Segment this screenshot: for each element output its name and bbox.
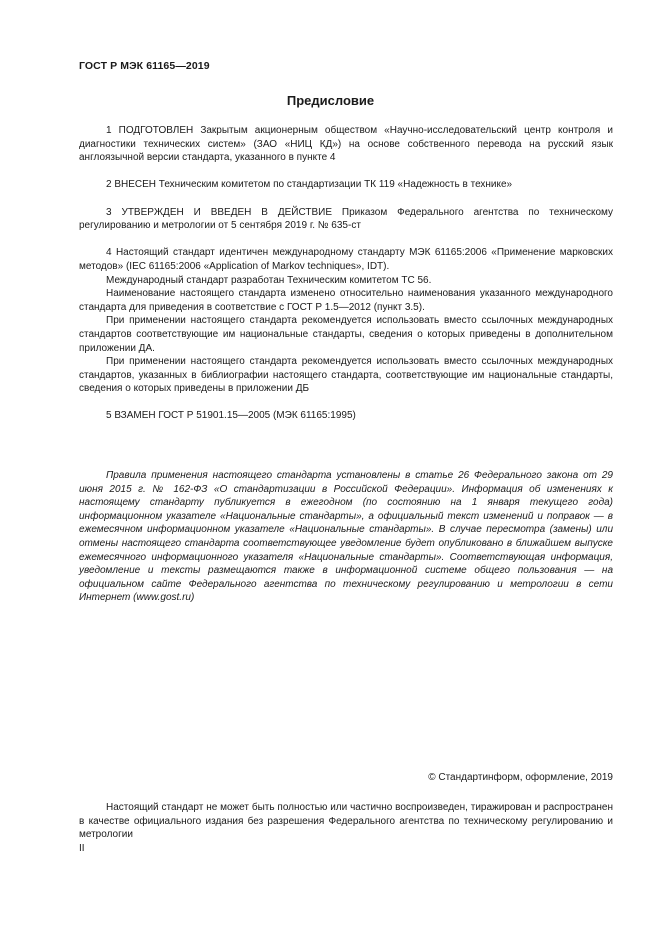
legal-text: Настоящий стандарт не может быть полностью или частично воспроизведен, тиражирован и распространен в качестве официального издания без разрешения Федерального агентства по техническому регулированию и метрологии <box>79 802 613 841</box>
paragraph-4-refs: При применении настоящего стандарта рекомендуется использовать вместо ссылочных международных стандартов соответствующие им национальные стандарты, сведения о которых приведены в дополнительном приложении ДА. <box>79 315 613 354</box>
notice-text: Правила применения настоящего стандарта установлены в статье 26 Федерального закона от 29 июня 2015 г. № 162-ФЗ «О стандартизации в Российской Федерации». Информация об изменениях к настоящему стандарту публикуется в ежегодном (по состоянию на 1 января текущего года) информационном указателе «Национальные стандарты», а официальный текст изменений и поправок — в ежемесячном информационном указателе «Национальные стандарты». В случае пересмотра (замены) или отмены настоящего стандарта соответствующее уведомление будет опубликовано в ближайшем выпуске ежемесячного информационного указателя «Национальные стандарты». Соответствующая информация, уведомление и тексты размещаются также в информационной системе общего пользования — на официальном сайте Федерального агентства по техническому регулированию и метрологии в сети Интернет (www.gost.ru) <box>79 470 613 604</box>
paragraph-4-tc: Международный стандарт разработан Техническим комитетом ТС 56. <box>106 274 432 286</box>
paragraph-3: 3 УТВЕРЖДЕН И ВВЕДЕН В ДЕЙСТВИЕ Приказом Федерального агентства по техническому регулированию и метрологии от 5 сентября 2019 г. № 635-ст <box>79 206 613 232</box>
paragraph-4: 4 Настоящий стандарт идентичен международному стандарту МЭК 61165:2006 «Применение марковских методов» (IEC 61165:2006 «Application of Markov techniques», IDT). <box>79 247 613 272</box>
paragraph-2: 2 ВНЕСЕН Техническим комитетом по стандартизации ТК 119 «Надежность в технике» <box>106 179 513 191</box>
paragraph-4-name: Наименование настоящего стандарта изменено относительно наименования указанного международного стандарта для приведения в соответствие с ГОСТ Р 1.5—2012 (пункт 3.5). <box>79 288 613 313</box>
page-number: II <box>79 843 85 854</box>
page-title: Предисловие <box>286 93 375 108</box>
paragraph-4-biblio: При применении настоящего стандарта рекомендуется использовать вместо ссылочных международных стандартов, указанных в библиографии настоящего стандарта, соответствующие им национальные стандарты, сведения о которых приведены в приложении ДБ <box>79 356 613 395</box>
paragraph-1: 1 ПОДГОТОВЛЕН Закрытым акционерным обществом «Научно-исследовательский центр контроля и диагностики технических систем» (ЗАО «НИЦ КД») на основе собственного перевода на русский язык англоязычной версии стандарта, указанного в пункте 4 <box>79 125 613 164</box>
application-notice <box>79 469 613 605</box>
copyright-line: © Стандартинформ, оформление, 2019 <box>428 772 613 783</box>
standard-code-header: ГОСТ Р МЭК 61165—2019 <box>79 60 210 72</box>
paragraph-5: 5 ВЗАМЕН ГОСТ Р 51901.15—2005 (МЭК 61165:1995) <box>106 410 356 422</box>
foreword-body <box>79 124 613 423</box>
legal-notice <box>79 801 613 842</box>
